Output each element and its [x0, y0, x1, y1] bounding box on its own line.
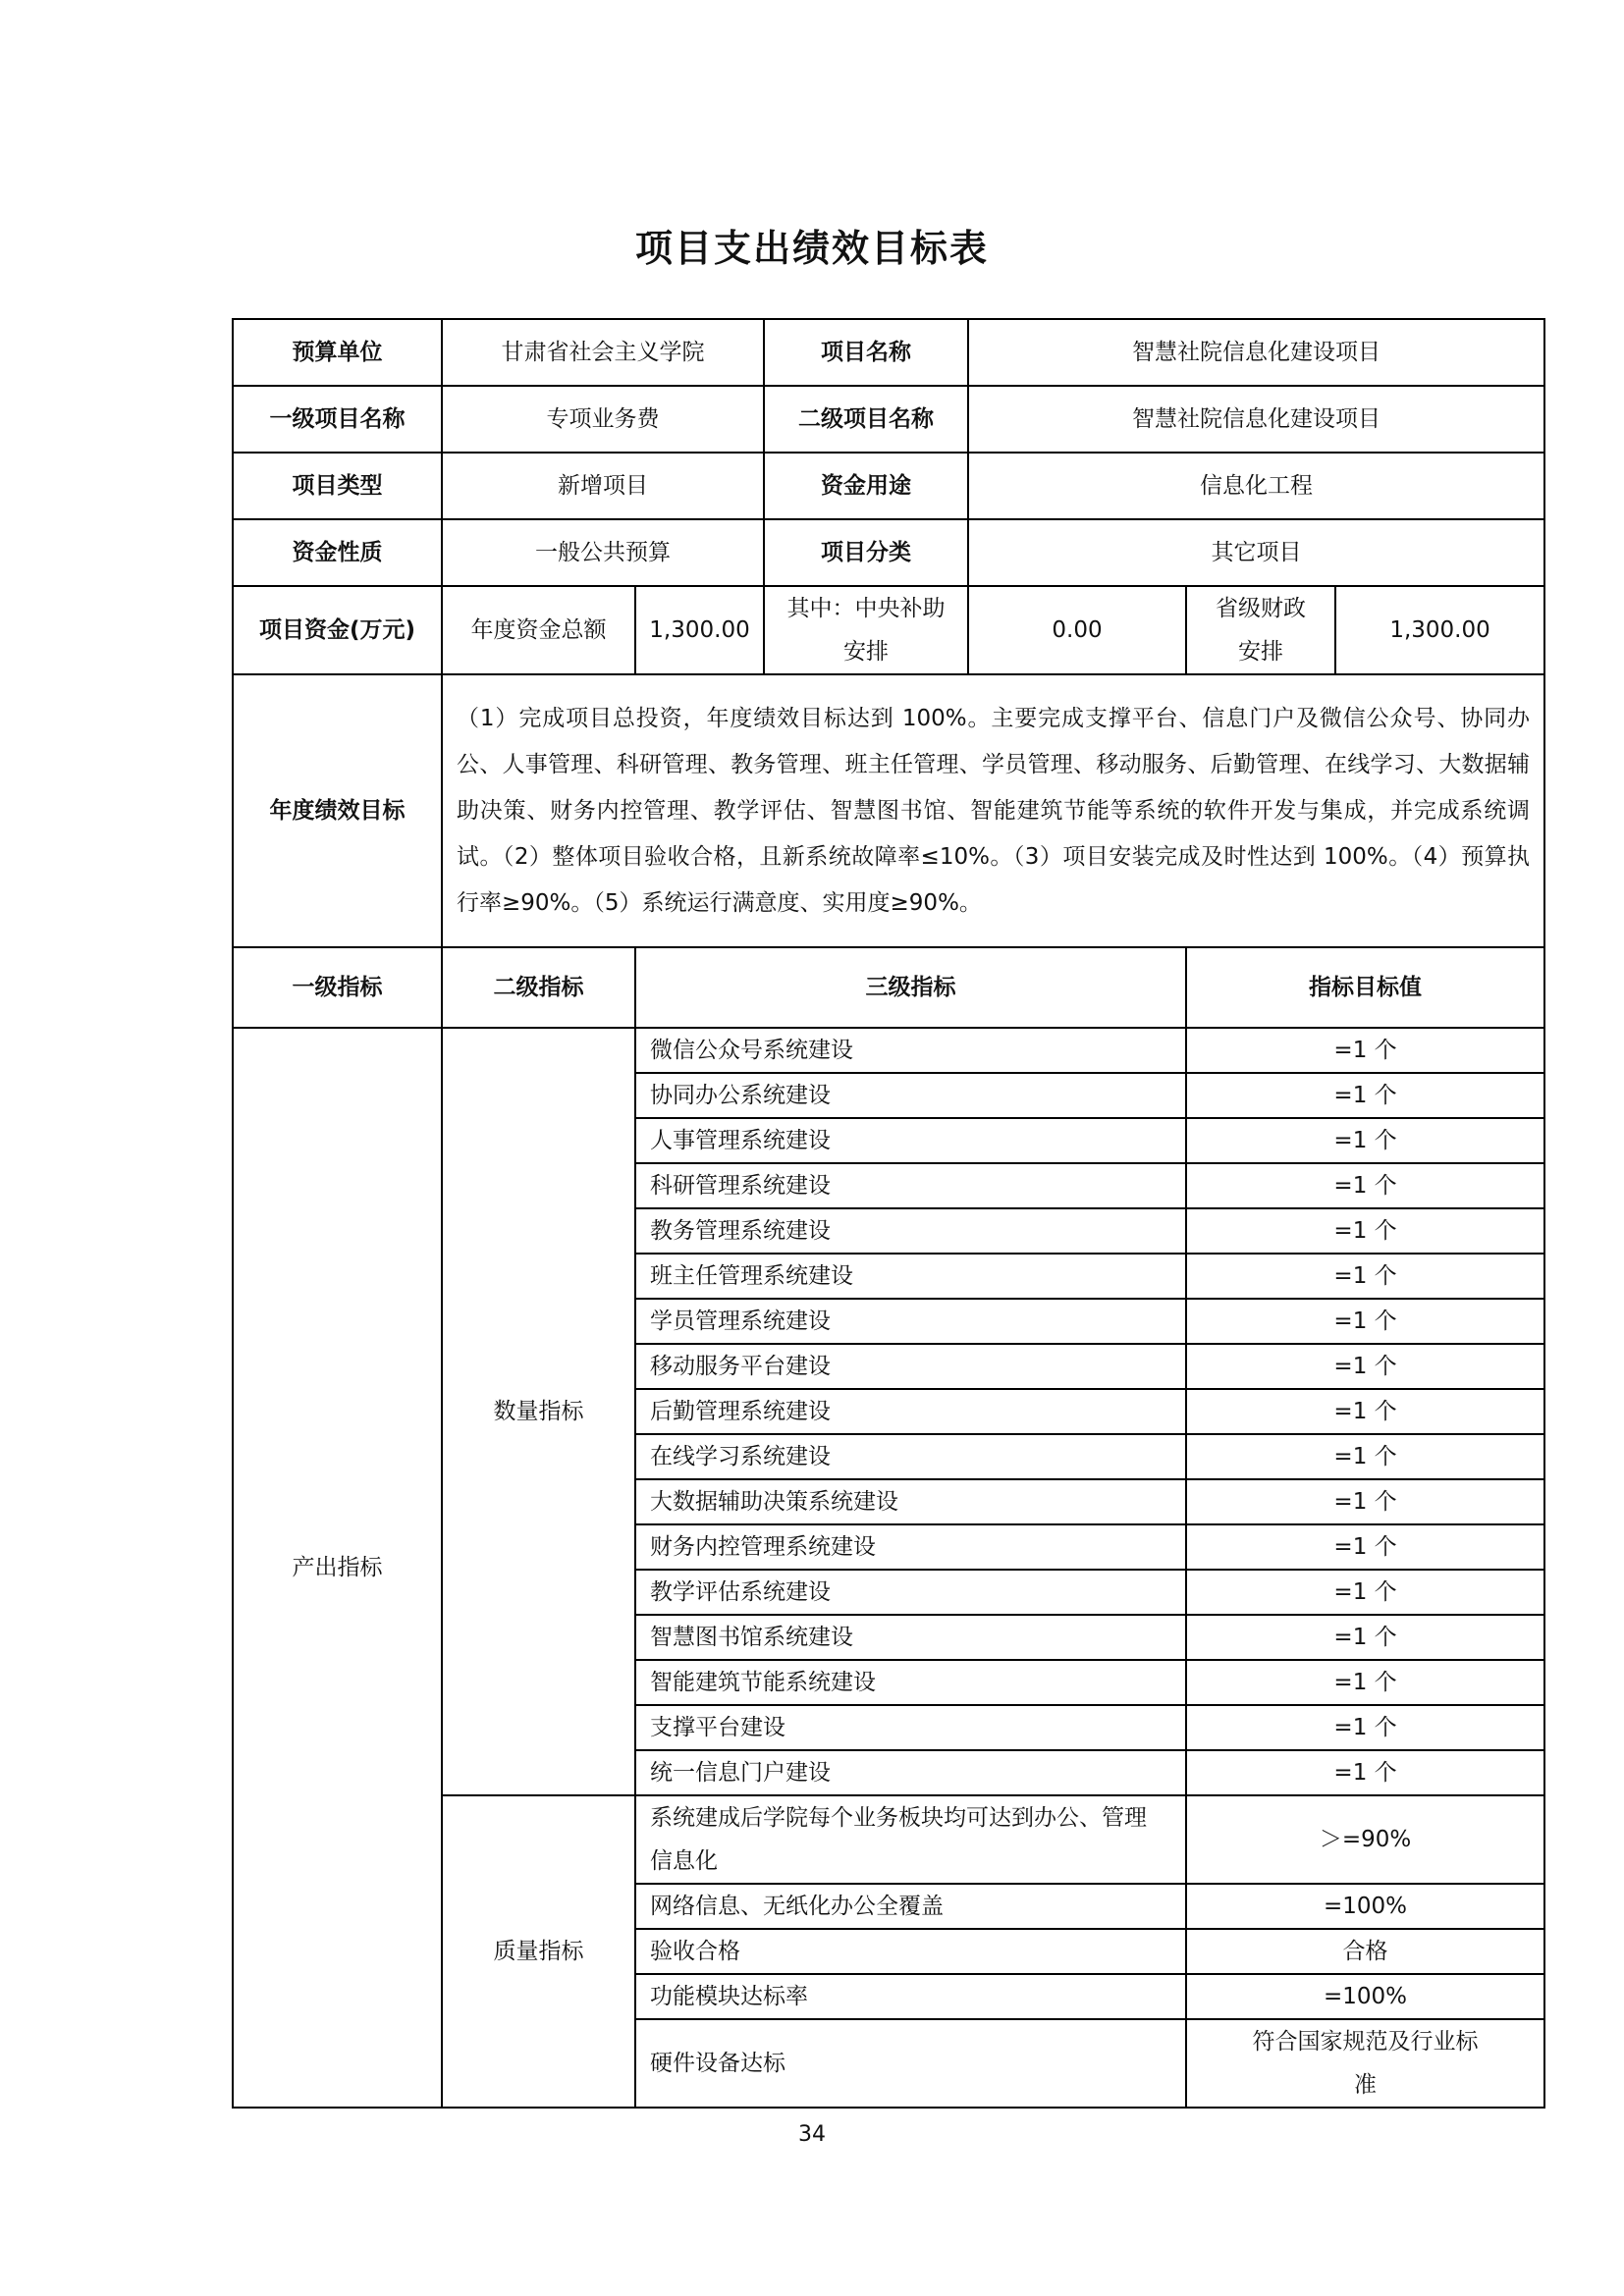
- indicator-name: 网络信息、无纸化办公全覆盖: [635, 1884, 1186, 1929]
- level1-name-label: 一级项目名称: [233, 386, 442, 453]
- indicator-target: =1 个: [1186, 1660, 1544, 1705]
- fund-use-label: 资金用途: [764, 453, 968, 519]
- indicator-target: =1 个: [1186, 1163, 1544, 1208]
- fund-nature-value: 一般公共预算: [442, 519, 764, 586]
- indicator-target: =100%: [1186, 1974, 1544, 2019]
- indicator-name: 移动服务平台建设: [635, 1344, 1186, 1389]
- indicator-name: 支撑平台建设: [635, 1705, 1186, 1750]
- level2-name-value: 智慧社院信息化建设项目: [968, 386, 1544, 453]
- table-row: [233, 1028, 1544, 1073]
- row-fund-nature: [233, 519, 1544, 586]
- indicator-name: 验收合格: [635, 1929, 1186, 1974]
- indicator-name: 人事管理系统建设: [635, 1118, 1186, 1163]
- indicator-name: 学员管理系统建设: [635, 1299, 1186, 1344]
- annual-goal-text: （1）完成项目总投资，年度绩效目标达到 100%。主要完成支撑平台、信息门户及微信公众号、协同办公、人事管理、科研管理、教务管理、班主任管理、学员管理、移动服务、后勤管理、在线学习、大数据辅助决策、财务内控管理、教学评估、智慧图书馆、智能建筑节能等系统的软件开发与集成，并完成系统调试。（2）整体项目验收合格，且新系统故障率≤10%。（3）项目安装完成及时性达到 100%。（4）预算执行率≥90%。（5）系统运行满意度、实用度≥90%。: [442, 674, 1544, 947]
- project-type-value: 新增项目: [442, 453, 764, 519]
- project-name-value: 智慧社院信息化建设项目: [968, 319, 1544, 386]
- provincial-label-line2: 安排: [1238, 639, 1284, 665]
- central-subsidy-value: 0.00: [968, 586, 1186, 674]
- indicator-name: 硬件设备达标: [635, 2019, 1186, 2108]
- indicator-target: =1 个: [1186, 1615, 1544, 1660]
- indicator-target: =1 个: [1186, 1524, 1544, 1570]
- indicator-name: 教务管理系统建设: [635, 1208, 1186, 1254]
- indicator-target: =1 个: [1186, 1073, 1544, 1118]
- annual-total-value: 1,300.00: [635, 586, 764, 674]
- indicator-name: 微信公众号系统建设: [635, 1028, 1186, 1073]
- indicator-name-line1: 系统建成后学院每个业务板块均可达到办公、管理: [650, 1805, 1147, 1831]
- level2-name-label: 二级项目名称: [764, 386, 968, 453]
- header-level3: 三级指标: [635, 947, 1186, 1028]
- indicator-target: =1 个: [1186, 1299, 1544, 1344]
- indicator-name-line2: 信息化: [650, 1848, 718, 1874]
- header-target: 指标目标值: [1186, 947, 1544, 1028]
- indicator-target: =1 个: [1186, 1479, 1544, 1524]
- indicator-target: =1 个: [1186, 1118, 1544, 1163]
- budget-unit-value: 甘肃省社会主义学院: [442, 319, 764, 386]
- indicator-target: =1 个: [1186, 1705, 1544, 1750]
- indicator-name: 统一信息门户建设: [635, 1750, 1186, 1795]
- indicator-target: =1 个: [1186, 1254, 1544, 1299]
- indicator-target: 合格: [1186, 1929, 1544, 1974]
- level1-name-value: 专项业务费: [442, 386, 764, 453]
- row-indicator-headers: [233, 947, 1544, 1028]
- indicator-name: 智能建筑节能系统建设: [635, 1660, 1186, 1705]
- indicator-target: =1 个: [1186, 1389, 1544, 1434]
- indicator-target: [1186, 2019, 1544, 2108]
- annual-goal-label: 年度绩效目标: [233, 674, 442, 947]
- output-indicator-label: 产出指标: [233, 1028, 442, 2108]
- budget-unit-label: 预算单位: [233, 319, 442, 386]
- central-subsidy-label-line1: 其中：中央补助: [786, 596, 946, 621]
- indicator-target: =1 个: [1186, 1208, 1544, 1254]
- project-category-value: 其它项目: [968, 519, 1544, 586]
- provincial-label: [1186, 586, 1335, 674]
- indicator-target: =1 个: [1186, 1028, 1544, 1073]
- project-type-label: 项目类型: [233, 453, 442, 519]
- page-number: 34: [798, 2122, 826, 2147]
- quality-indicator-label: 质量指标: [442, 1795, 635, 2108]
- page-title: 项目支出绩效目标表: [634, 227, 989, 270]
- fund-nature-label: 资金性质: [233, 519, 442, 586]
- indicator-name: 功能模块达标率: [635, 1974, 1186, 2019]
- row-level1-name: [233, 386, 1544, 453]
- indicator-name: [635, 1795, 1186, 1884]
- fund-use-value: 信息化工程: [968, 453, 1544, 519]
- indicator-name: 协同办公系统建设: [635, 1073, 1186, 1118]
- row-project-type: [233, 453, 1544, 519]
- row-annual-goal: [233, 674, 1544, 947]
- indicator-name: 教学评估系统建设: [635, 1570, 1186, 1615]
- indicator-target: =1 个: [1186, 1750, 1544, 1795]
- indicator-target-line2: 准: [1354, 2072, 1378, 2098]
- annual-total-label: 年度资金总额: [442, 586, 635, 674]
- indicator-name: 后勤管理系统建设: [635, 1389, 1186, 1434]
- provincial-value: 1,300.00: [1335, 586, 1544, 674]
- indicator-name: 大数据辅助决策系统建设: [635, 1479, 1186, 1524]
- indicator-name: 科研管理系统建设: [635, 1163, 1186, 1208]
- indicator-target-line1: 符合国家规范及行业标: [1252, 2029, 1479, 2055]
- indicator-name: 财务内控管理系统建设: [635, 1524, 1186, 1570]
- quantity-indicator-label: 数量指标: [442, 1028, 635, 1795]
- indicator-name: 班主任管理系统建设: [635, 1254, 1186, 1299]
- indicator-target: =1 个: [1186, 1570, 1544, 1615]
- project-category-label: 项目分类: [764, 519, 968, 586]
- indicator-target: =1 个: [1186, 1434, 1544, 1479]
- header-level1: 一级指标: [233, 947, 442, 1028]
- funds-label: 项目资金(万元): [233, 586, 442, 674]
- indicator-target: =100%: [1186, 1884, 1544, 1929]
- provincial-label-line1: 省级财政: [1216, 596, 1307, 621]
- indicator-target: =1 个: [1186, 1344, 1544, 1389]
- header-level2: 二级指标: [442, 947, 635, 1028]
- central-subsidy-label: [764, 586, 968, 674]
- row-project-funds: [233, 586, 1544, 674]
- central-subsidy-label-line2: 安排: [843, 639, 890, 665]
- performance-goal-table: [232, 318, 1545, 2109]
- indicator-target: ＞=90%: [1186, 1795, 1544, 1884]
- row-budget-unit: [233, 319, 1544, 386]
- project-name-label: 项目名称: [764, 319, 968, 386]
- indicator-name: 在线学习系统建设: [635, 1434, 1186, 1479]
- indicator-name: 智慧图书馆系统建设: [635, 1615, 1186, 1660]
